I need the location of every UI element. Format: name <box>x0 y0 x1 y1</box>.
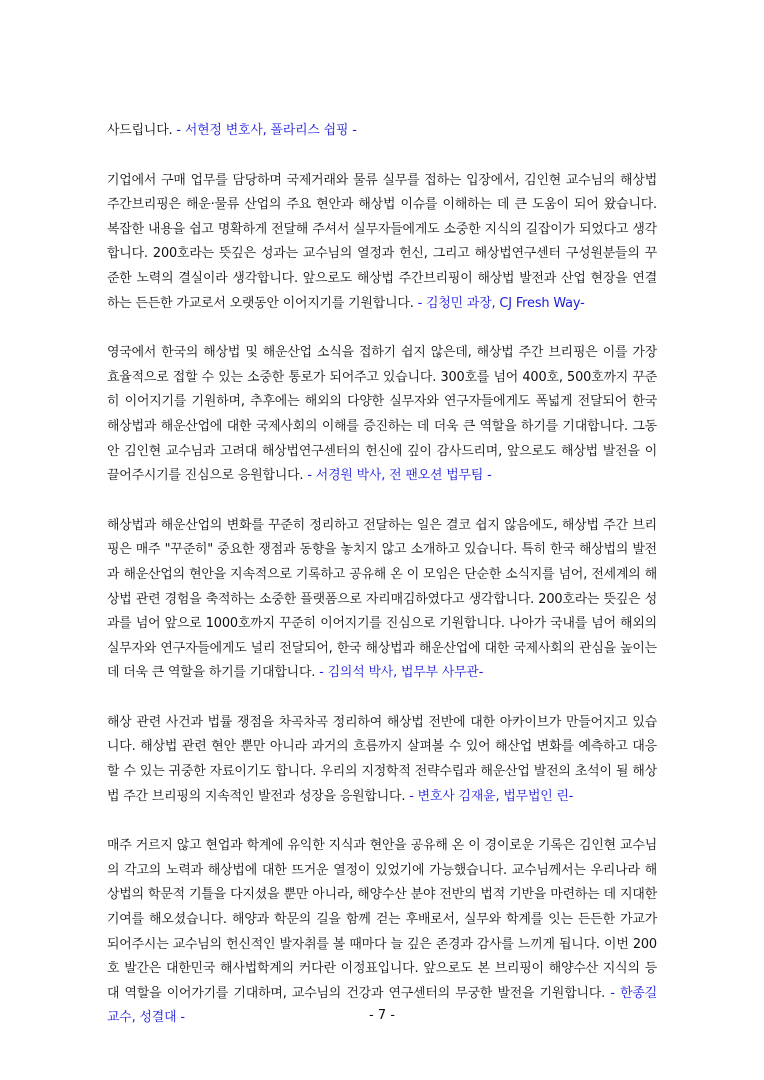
paragraph-text: 해상 관련 사건과 법률 쟁점을 차곡차곡 정리하여 해상법 전반에 대한 아카이브가 만들어지고 있습니다. 해상법 관련 현안 뿐만 아니라 과거의 흐름까지 살펴볼 수 있어 해산업 변화를 예측하고 대응할 수 있는 귀중한 자료이기도 합니다. 우리의 지정학적 전략수립과 해운산업 발전의 초석이 될 해상법 주간 브리핑의 지속적인 발전과 성장을 응원합니다. <box>107 714 657 804</box>
paragraph-signature: - 서현정 변호사, 폴라리스 쉽핑 - <box>176 123 357 138</box>
paragraph-text: 기업에서 구매 업무를 담당하며 국제거래와 물류 실무를 접하는 입장에서, 김인현 교수님의 해상법 주간브리핑은 해운·물류 산업의 주요 현안과 해상법 이슈를 이해하는 데 큰 도움이 되어 왔습니다. 복잡한 내용을 쉽고 명확하게 전달해 주셔서 실무자들에게도 소중한 지식의 길잡이가 되었다고 생각합니다. 200호라는 뜻깊은 성과는 교수님의 열정과 헌신, 그리고 해상법연구센터 구성원분들의 꾸준한 노력의 결실이라 생각합니다. 앞으로도 해상법 주간브리핑이 해상법 발전과 산업 현장을 연결하는 든든한 가교로서 오랫동안 이어지기를 기원합니다. <box>107 172 657 311</box>
paragraph-text: 사드립니다. <box>107 123 177 138</box>
paragraph-5 <box>107 711 657 809</box>
page-number: - 7 - <box>369 1008 395 1023</box>
document-body <box>107 119 657 1056</box>
paragraph-signature: - 김청민 과장, CJ Fresh Way- <box>417 295 585 311</box>
paragraph-2 <box>107 169 657 317</box>
paragraph-4 <box>107 514 657 686</box>
paragraph-signature: - 한종길 교수, 성결대 - <box>107 985 657 1026</box>
paragraph-signature: - 김의석 박사, 법무부 사무관- <box>319 665 484 681</box>
paragraph-6 <box>107 834 657 1031</box>
paragraph-signature: - 서경원 박사, 전 팬오션 법무팀 - <box>307 468 492 484</box>
paragraph-text: 매주 거르지 않고 현업과 학계에 유익한 지식과 현안을 공유해 온 이 경이로운 기록은 김인현 교수님의 각고의 노력과 해상법에 대한 뜨거운 열정이 있었기에 가능했습니다. 교수님께서는 우리나라 해상법의 학문적 기틀을 다지셨을 뿐만 아니라, 해양수산 분야 전반의 법적 기반을 마련하는 데 지대한 기여를 해오셨습니다. 해양과 학문의 길을 함께 걷는 후배로서, 실무와 학계를 잇는 든든한 가교가 되어주시는 교수님의 헌신적인 발자취를 볼 때마다 늘 깊은 존경과 감사를 느끼게 됩니다. 이번 200호 발간은 대한민국 해사법학계의 커다란 이정표입니다. 앞으로도 본 브리핑이 해양수산 지식의 등대 역할을 이어가기를 기대하며, 교수님의 건강과 연구센터의 무궁한 발전을 기원합니다. <box>107 838 657 1001</box>
paragraph-3 <box>107 341 657 489</box>
paragraph-1 <box>107 119 657 144</box>
paragraph-text: 해상법과 해운산업의 변화를 꾸준히 정리하고 전달하는 일은 결코 쉽지 않음에도, 해상법 주간 브리핑은 매주 "꾸준히" 중요한 쟁점과 동향을 놓치지 않고 소개하고 있습니다. 특히 한국 해상법의 발전과 해운산업의 현안을 지속적으로 기록하고 공유해 온 이 모임은 단순한 소식지를 넘어, 전세계의 해상법 관련 경험을 축적하는 소중한 플랫폼으로 자리매김하였다고 생각합니다. 200호라는 뜻깊은 성과를 넘어 앞으로 1000호까지 꾸준히 이어지기를 진심으로 기원합니다. 나아가 국내를 넘어 해외의 실무자와 연구자들에게도 널리 전달되어, 한국 해상법과 해운산업에 대한 국제사회의 관심을 높이는 데 더욱 큰 역할을 하기를 기대합니다. <box>107 517 657 681</box>
paragraph-text: 영국에서 한국의 해상법 및 해운산업 소식을 접하기 쉽지 않은데, 해상법 주간 브리핑은 이를 가장 효율적으로 접할 수 있는 소중한 통로가 되어주고 있습니다. 300호를 넘어 400호, 500호까지 꾸준히 이어지기를 기원하며, 추후에는 해외의 다양한 실무자와 연구자들에게도 폭넓게 전달되어 한국 해상법과 해운산업에 대한 국제사회의 이해를 증진하는 데 더욱 큰 역할을 하기를 기대합니다. 그동안 김인현 교수님과 고려대 해상법연구센터의 헌신에 깊이 감사드리며, 앞으로도 해상법 발전을 이끌어주시기를 진심으로 응원합니다. <box>107 345 657 484</box>
paragraph-signature: - 변호사 김재윤, 법무법인 린- <box>409 788 574 804</box>
